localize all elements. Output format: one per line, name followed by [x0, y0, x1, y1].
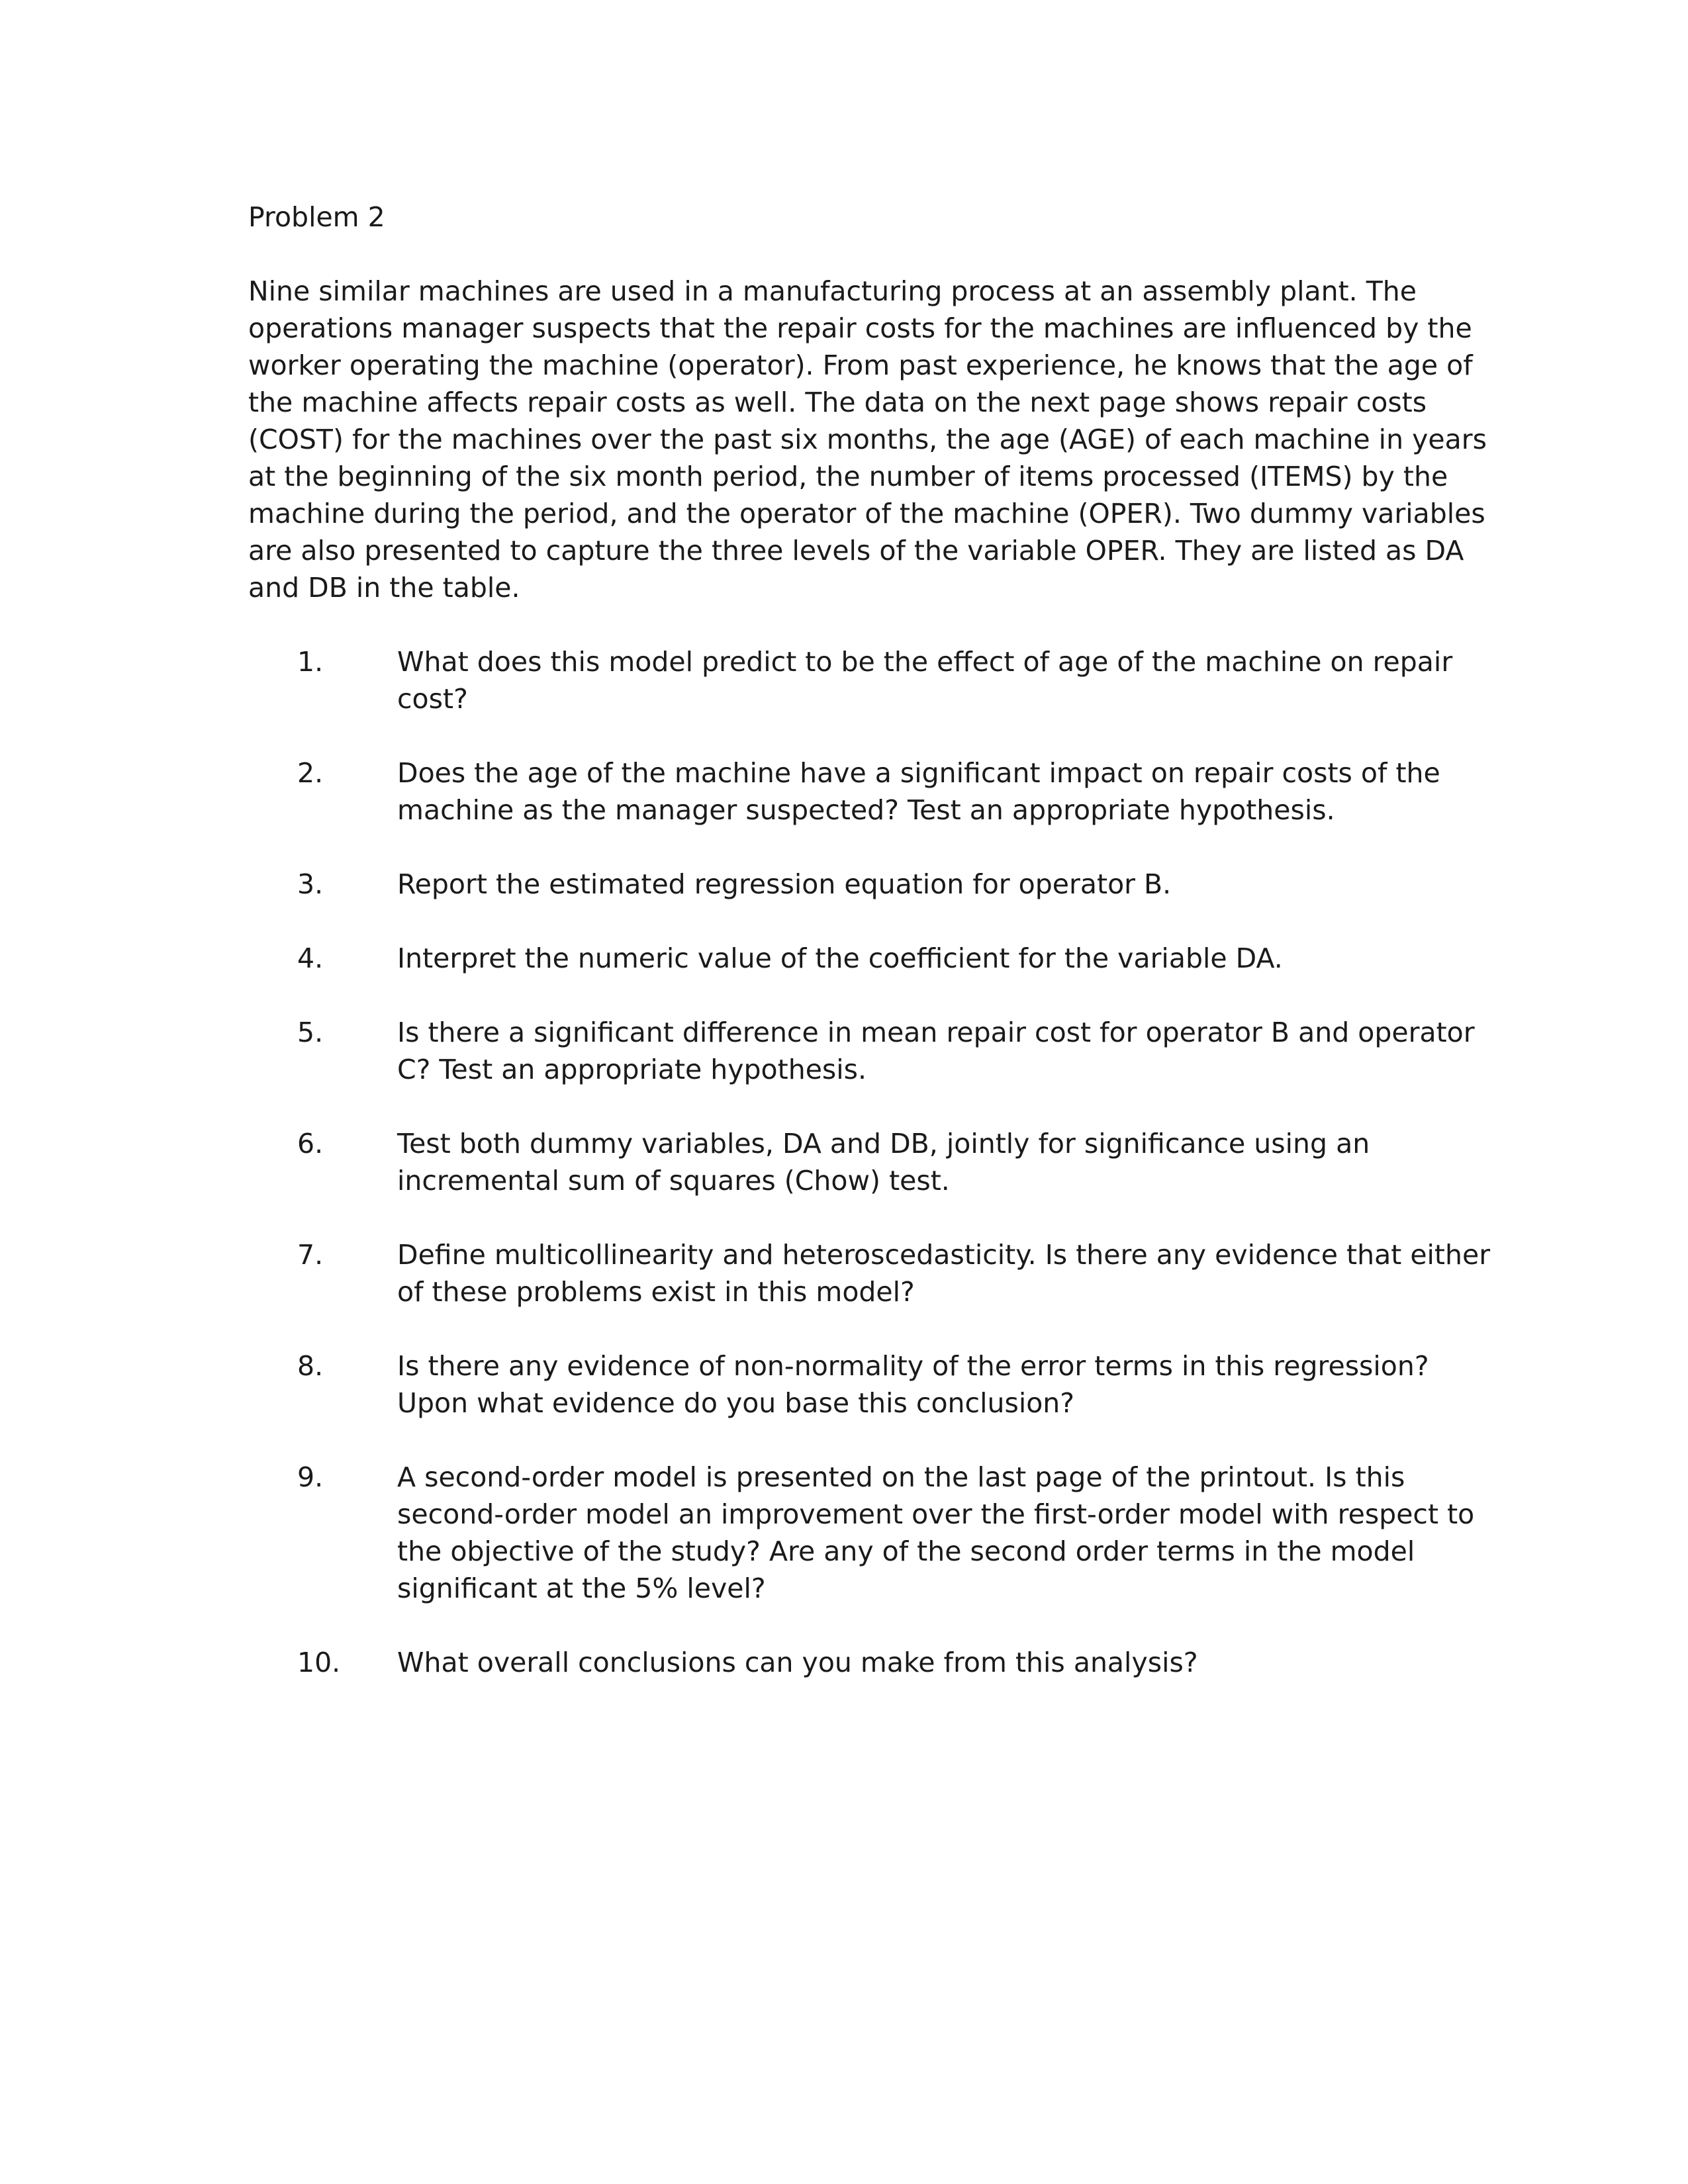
- question-text: What overall conclusions can you make from this analysis?: [397, 1647, 1198, 1678]
- question-item: [248, 1236, 1493, 1310]
- question-list: [248, 643, 1493, 1681]
- question-item: [248, 1125, 1493, 1199]
- problem-intro: Nine similar machines are used in a manufacturing process at an assembly plant. The operations manager suspects that the repair costs for the machines are influenced by the worker operating the machine (operator). From past experience, he knows that the age of the machine affects repair costs as well. The data on the next page shows repair costs (COST) for the machines over the past six months, the age (AGE) of each machine in years at the beginning of the six month period, the number of items processed (ITEMS) by the machine during the period, and the operator of the machine (OPER). Two dummy variables are also presented to capture the three levels of the variable OPER. They are listed as DA and DB in the table.: [248, 275, 1487, 604]
- question-item: [248, 1459, 1493, 1607]
- question-number: 7.: [297, 1239, 324, 1271]
- question-item: [248, 866, 1493, 903]
- question-item: [248, 643, 1493, 717]
- question-number: 10.: [297, 1647, 341, 1678]
- question-item: [248, 754, 1493, 829]
- question-text: Define multicollinearity and heteroscedasticity. Is there any evidence that either of these problems exist in this model?: [397, 1239, 1491, 1308]
- question-item: [248, 1347, 1493, 1422]
- question-item: [248, 940, 1493, 977]
- question-text: Report the estimated regression equation for operator B.: [397, 868, 1172, 900]
- question-text: A second-order model is presented on the last page of the printout. Is this second-order model an improvement over the first-order model with respect to the objective of the study? Are any of the second order terms in the model significant at the 5% level?: [397, 1461, 1475, 1604]
- question-number: 5.: [297, 1017, 324, 1048]
- question-text: Interpret the numeric value of the coefficient for the variable DA.: [397, 942, 1283, 974]
- document-page: [248, 199, 1493, 1718]
- question-item: [248, 1644, 1493, 1681]
- question-number: 1.: [297, 646, 324, 678]
- question-number: 6.: [297, 1128, 324, 1160]
- question-number: 3.: [297, 868, 324, 900]
- question-number: 8.: [297, 1350, 324, 1382]
- question-number: 4.: [297, 942, 324, 974]
- question-text: Is there any evidence of non-normality of the error terms in this regression? Upon what evidence do you base this conclusion?: [397, 1350, 1429, 1419]
- question-number: 2.: [297, 757, 324, 789]
- question-item: [248, 1014, 1493, 1088]
- question-text: What does this model predict to be the effect of age of the machine on repair cost?: [397, 646, 1453, 715]
- question-text: Test both dummy variables, DA and DB, jointly for significance using an incremental sum of squares (Chow) test.: [397, 1128, 1370, 1197]
- question-number: 9.: [297, 1461, 324, 1493]
- question-text: Is there a significant difference in mean repair cost for operator B and operator C? Test an appropriate hypothesis.: [397, 1017, 1475, 1085]
- problem-title: Problem 2: [248, 201, 385, 233]
- question-text: Does the age of the machine have a significant impact on repair costs of the machine as the manager suspected? Test an appropriate hypothesis.: [397, 757, 1440, 826]
